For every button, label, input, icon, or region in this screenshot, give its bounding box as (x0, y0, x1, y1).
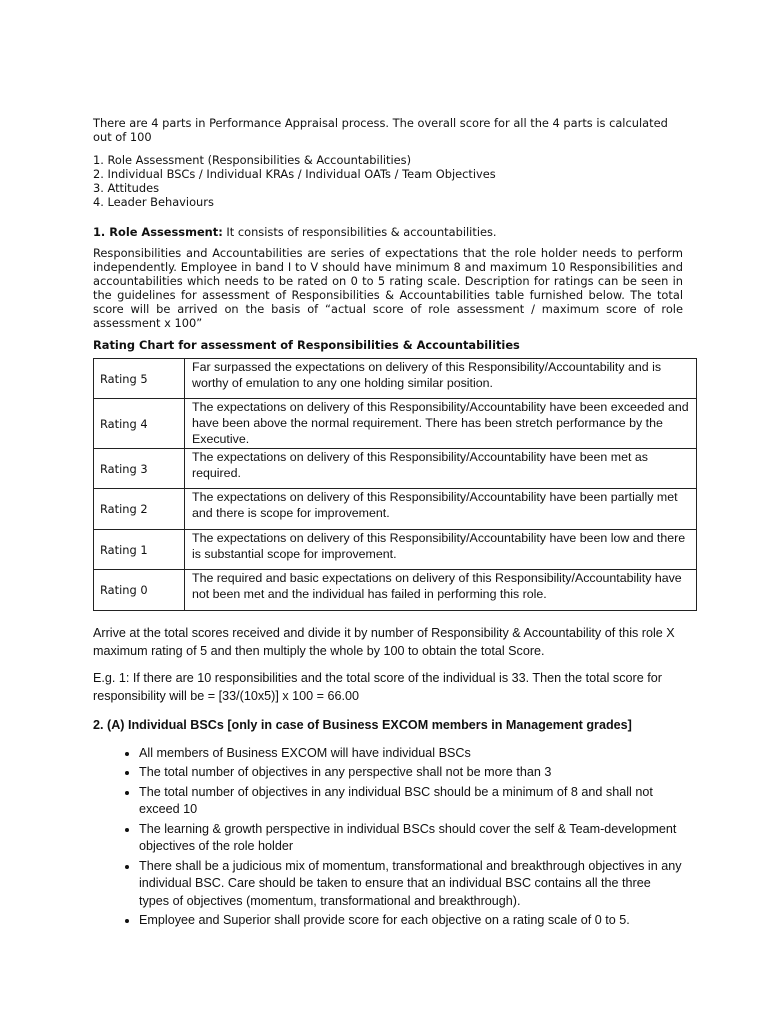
section1-description: Responsibilities and Accountabilities are series of expectations that the role holder needs to perform independently. Employee in band I to V should have minimum 8 and maximum 10 Responsibilities and accountabilities which needs to be rated on 0 to 5 rating scale. Description for ratings can be seen in the guidelines for assessment of Responsibilities & Accountabilities table furnished below. The total score will be arrived on the basis of “actual score of role assessment / maximum score of role assessment x 100” (93, 246, 683, 330)
rating-description: The expectations on delivery of this Responsibility/Accountability have been partially met and there is scope for improvement. (185, 489, 697, 530)
section2-heading: 2. (A) Individual BSCs [only in case of Business EXCOM members in Management grades] (93, 718, 632, 732)
parts-list-item: 3. Attitudes (93, 181, 160, 195)
rating-chart-title: Rating Chart for assessment of Responsibilities & Accountabilities (93, 338, 520, 352)
parts-list-item: 2. Individual BSCs / Individual KRAs / Individual OATs / Team Objectives (93, 167, 496, 181)
total-score-paragraph: Arrive at the total scores received and divide it by number of Responsibility & Accountability of this role X maximum rating of 5 and then multiply the whole by 100 to obtain the total Score. (93, 626, 675, 658)
document-page (93, 116, 689, 932)
rating-label: Rating 3 (94, 449, 185, 489)
list-item: • Employee and Superior shall provide score for each objective on a rating scale of 0 to 5. (139, 912, 683, 930)
rating-label: Rating 5 (94, 359, 185, 399)
table-row (94, 449, 697, 489)
list-item: • The total number of objectives in any individual BSC should be a minimum of 8 and shall not exceed 10 (139, 784, 683, 819)
section2-bullet-list (93, 745, 683, 930)
table-row (94, 570, 697, 611)
list-item: • The total number of objectives in any perspective shall not be more than 3 (139, 764, 683, 782)
table-row (94, 489, 697, 530)
intro-paragraph: There are 4 parts in Performance Appraisal process. The overall score for all the 4 parts is calculated out of 100 (93, 116, 668, 144)
rating-description: The expectations on delivery of this Responsibility/Accountability have been met as required. (185, 449, 697, 489)
rating-label: Rating 1 (94, 530, 185, 570)
rating-description: The expectations on delivery of this Responsibility/Accountability have been low and there is substantial scope for improvement. (185, 530, 697, 570)
section1-heading-rest: It consists of responsibilities & accountabilities. (222, 225, 497, 239)
parts-list-item: 4. Leader Behaviours (93, 195, 214, 209)
list-item: • There shall be a judicious mix of momentum, transformational and breakthrough objectives in any individual BSC. Care should be taken to ensure that an individual BSC contains all the three types of objectives (momentum, transformational and breakthrough). (139, 858, 683, 911)
section1-heading-bold: 1. Role Assessment: (93, 225, 223, 239)
rating-label: Rating 4 (94, 399, 185, 449)
rating-description: The required and basic expectations on delivery of this Responsibility/Accountability have not been met and the individual has failed in performing this role. (185, 570, 697, 611)
list-item: • The learning & growth perspective in individual BSCs should cover the self & Team-development objectives of the role holder (139, 821, 683, 856)
rating-label: Rating 2 (94, 489, 185, 530)
table-row (94, 359, 697, 399)
rating-table (93, 358, 697, 611)
parts-list-item: 1. Role Assessment (Responsibilities & Accountabilities) (93, 153, 412, 167)
rating-label: Rating 0 (94, 570, 185, 611)
rating-description: The expectations on delivery of this Responsibility/Accountability have been exceeded and have been above the normal requirement. There has been stretch performance by the Executive. (185, 399, 697, 449)
parts-list (93, 153, 683, 209)
rating-description: Far surpassed the expectations on delivery of this Responsibility/Accountability and is worthy of emulation to any one holding similar position. (185, 359, 697, 399)
section1-heading (93, 225, 683, 239)
list-item: • All members of Business EXCOM will have individual BSCs (139, 745, 683, 763)
table-row (94, 399, 697, 449)
example-paragraph: E.g. 1: If there are 10 responsibilities and the total score of the individual is 33. Then the total score for responsibility will be = [33/(10x5)] x 100 = 66.00 (93, 671, 662, 703)
table-row (94, 530, 697, 570)
